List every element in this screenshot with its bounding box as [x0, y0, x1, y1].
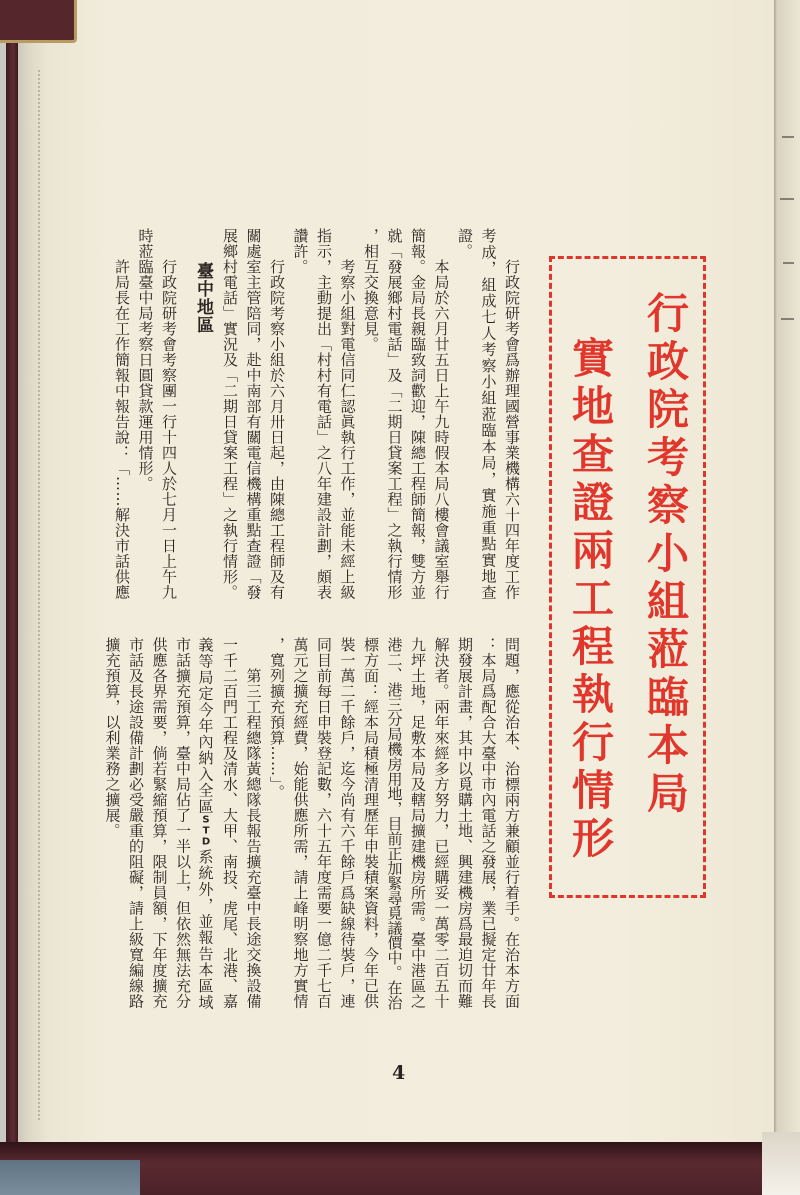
- text-column: 萬元之擴充經費，始能供應所需，請上峰明察地方實情: [291, 637, 310, 1009]
- text-column: 關處室主管陪同，赴中南部有關電信機構重點查證「發: [244, 228, 263, 600]
- text-column: 標方面：經本局積極清理歷年申裝積案資料，今年已供: [362, 637, 380, 1009]
- text-column: 許局長在工作簡報中報告說：「……解決市話供應: [113, 259, 131, 600]
- bleed-mark: [782, 136, 794, 138]
- text-column: 問題，應從治本、治標兩方兼顧並行着手。在治本方面: [503, 637, 521, 1009]
- text-column: 市話擴充預算，臺中局佔了一半以上，但依然無法充分: [174, 637, 192, 1009]
- text-column: 讚許。: [291, 228, 310, 275]
- bleed-mark: [781, 318, 794, 320]
- upper-text-band: [110, 228, 524, 600]
- text-column: 指示，主動提出「村村有電話」之八年建設計劃，頗表: [315, 228, 333, 600]
- text-column: 港二、港三分局機房用地，目前正加緊尋覓議價中。在治: [385, 637, 404, 1010]
- lower-text-band: [100, 637, 523, 1009]
- latin-run: STD: [200, 814, 212, 848]
- text-column: 第三工程總隊黃總隊長報告擴充臺中長途交換設備: [244, 668, 263, 1009]
- text-column: 市話及長途設備計劃必受嚴重的阻礙，請上級寬編線路: [127, 637, 145, 1009]
- text-column: 行政院研考會考察團一行十四人於七月一日上午九: [160, 259, 178, 600]
- text-column: 行政院研考會爲辦理國營事業機構六十四年度工作: [503, 259, 521, 600]
- book-cover-corner: [0, 0, 77, 43]
- text-column: 一千二百門工程及清水、大甲、南投、虎尾、北港、嘉: [221, 637, 239, 1009]
- bleed-mark: [780, 198, 794, 200]
- text-column: 義等局定今年內納入全區STD系統外，並報告本區域: [196, 637, 215, 1009]
- text-column: 解決者。兩年來經多方努力，已經購妥一萬零二百五十: [432, 637, 451, 1009]
- page-number: 4: [392, 1062, 406, 1084]
- text-column: 供應各界需要，倘若緊縮預算，限制員額，下年度擴充: [150, 637, 169, 1009]
- text-column: ，相互交換意見。: [362, 228, 380, 352]
- adjacent-page-edge: [774, 0, 800, 1142]
- text-column: 裝一萬二千餘戶，迄今尚有六千餘戶爲缺線待裝戶，連: [338, 637, 357, 1009]
- text-column: 擴充預算，以利業務之擴展。: [103, 637, 122, 839]
- text-column: 簡報。金局長親臨致詞歡迎，陳總工程師簡報，雙方並: [409, 228, 427, 600]
- text-column: 證。: [456, 228, 474, 259]
- bleed-mark: [783, 262, 794, 264]
- page-corner: [762, 1132, 800, 1195]
- text-column: 行政院考察小組於六月卅日起，由陳總工程師及有: [268, 259, 286, 600]
- book-cover-edge: [6, 0, 18, 1150]
- text-column: ：本局爲配合大臺中市內電話之發展，業已擬定廿年長: [479, 637, 498, 1009]
- text-column: 時蒞臨臺中局考察日圓貸款運用情形。: [136, 228, 155, 492]
- text-column: 考察小組對電信同仁認眞執行工作，並能未經上級: [338, 259, 357, 600]
- title-line-1: 行政院考察小組蒞臨本局: [641, 291, 690, 819]
- text-column: 就「發展鄉村電話」及「二期日貸案工程」之執行情形: [385, 228, 404, 600]
- text-column: ，寬列擴充預算……」。: [268, 637, 286, 800]
- title-frame: [549, 256, 706, 898]
- text-column: 期發展計畫，其中以覓購土地、興建機房爲最迫切而難: [456, 637, 474, 1009]
- binding-stitch-line: [38, 70, 40, 1120]
- title-line-2: 實地查證兩工程執行情形: [566, 336, 615, 864]
- text-column: 展鄉村電話」實況及「二期日貸案工程」之執行情形。: [221, 228, 239, 600]
- text-column: 本局於六月廿五日上午九時假本局八樓會議室舉行: [432, 259, 451, 600]
- text-column: 同目前每日申裝登記數，六十五年度需要一億二千七百: [315, 637, 333, 1009]
- section-heading: 臺中地區: [193, 262, 213, 334]
- text-column: 九坪土地，足敷本局及轄局擴建機房所需。臺中港區之: [409, 637, 427, 1009]
- background-cloth: [0, 1160, 140, 1195]
- text-column: 考成，組成七人考察小組蒞臨本局，實施重點實地查: [479, 228, 498, 600]
